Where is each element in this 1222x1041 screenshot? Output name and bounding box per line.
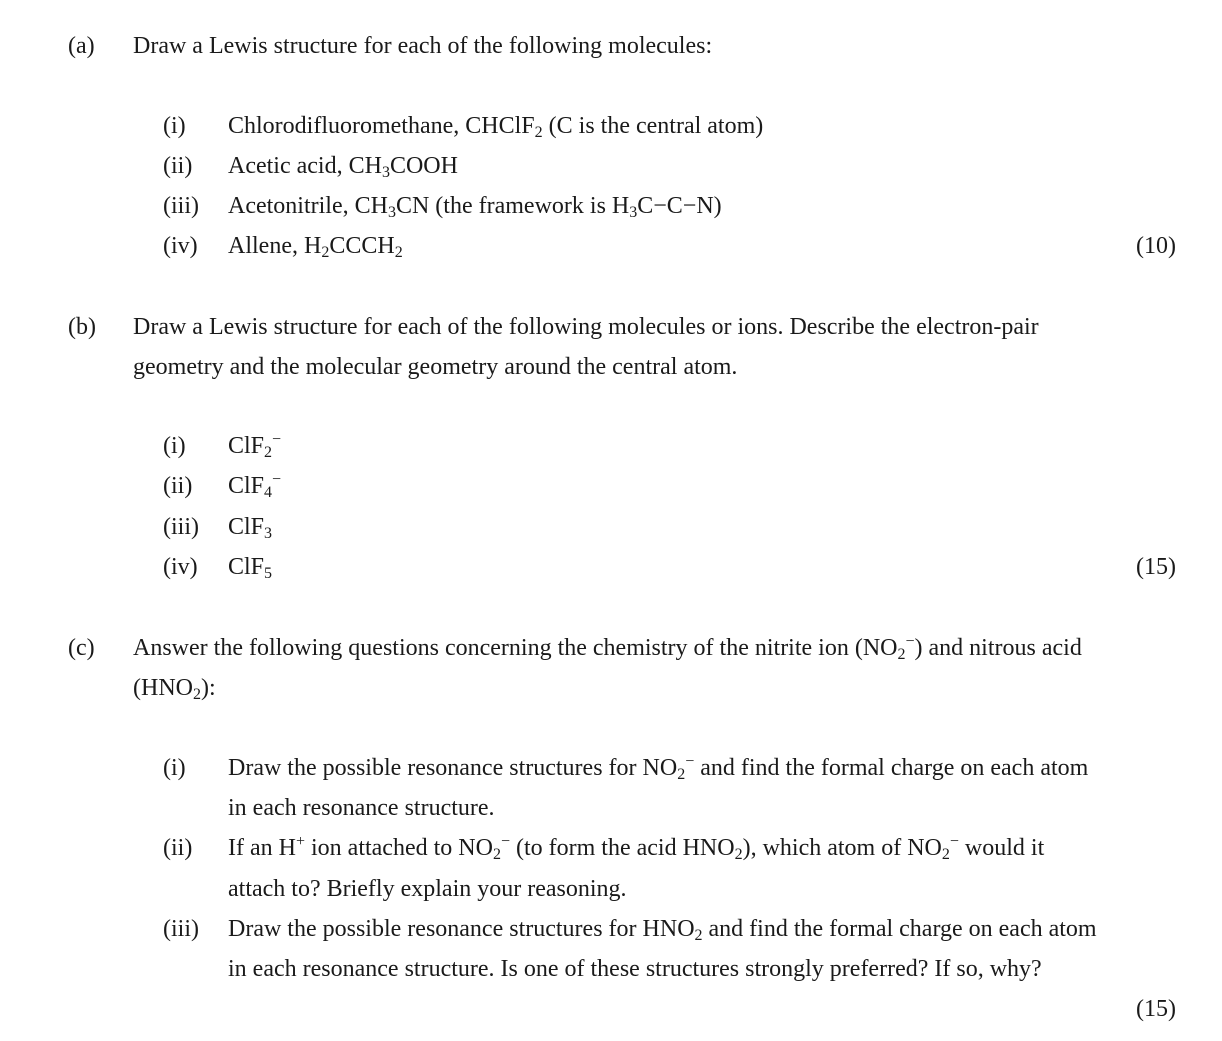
part-c-item-ii-label: (ii) xyxy=(163,835,193,861)
part-a-item-ii-label: (ii) xyxy=(163,153,193,179)
part-a-prompt: Draw a Lewis structure for each of the following molecules: xyxy=(133,33,713,59)
part-b-item-ii-label: (ii) xyxy=(163,473,193,499)
part-c-item-i-line1: Draw the possible resonance structures for $NO_2^-$ and find the formal charge on each atom xyxy=(228,753,1089,783)
part-b-item-iii-formula: ClF$_3$ xyxy=(228,514,273,542)
part-c-prompt-line1: Answer the following questions concerning the chemistry of the nitrite ion $(NO_2^-)$ and nitrous acid xyxy=(133,633,1082,663)
part-b-prompt-line1: Draw a Lewis structure for each of the following molecules or ions. Describe the electron-pair xyxy=(133,314,1039,340)
part-a-item-iv-label: (iv) xyxy=(163,233,198,259)
part-c-item-ii-line2: attach to? Briefly explain your reasoning. xyxy=(228,876,627,902)
part-c-item-iii-label: (iii) xyxy=(163,916,199,942)
part-b-label: (b) xyxy=(68,314,96,340)
part-c-item-iii-line1: Draw the possible resonance structures for $HNO_2$ and find the formal charge on each atom xyxy=(228,916,1097,944)
part-b-item-i-formula: ClF$_2$− xyxy=(228,431,282,461)
part-b-item-iii-label: (iii) xyxy=(163,514,199,540)
part-a-item-ii-text: Acetic acid, $CH_3COOH$ xyxy=(228,153,458,181)
part-b-prompt-line2: geometry and the molecular geometry around the central atom. xyxy=(133,354,738,380)
part-c-item-ii-line1: If an H+ ion attached to $NO_2^-$ (to form the acid $HNO_2$), which atom of $NO_2^-$ would it xyxy=(228,833,1045,863)
part-a-label: (a) xyxy=(68,33,95,59)
part-a-marks: (10) xyxy=(1136,233,1176,259)
part-b-item-i-label: (i) xyxy=(163,433,186,459)
part-c-item-i-line2: in each resonance structure. xyxy=(228,795,495,821)
part-c-label: (c) xyxy=(68,635,95,661)
part-c-item-iii-line2: in each resonance structure. Is one of these structures strongly preferred? If so, why? xyxy=(228,956,1042,982)
part-a-item-i-text: Chlorodifluoromethane, CHClF$_2$ (C is the central atom) xyxy=(228,113,764,141)
part-b-item-iv-formula: ClF$_5$ xyxy=(228,554,273,582)
part-b-item-iv-label: (iv) xyxy=(163,554,198,580)
part-a-item-iii-label: (iii) xyxy=(163,193,199,219)
part-b-item-ii-formula: ClF$_4$− xyxy=(228,471,282,501)
part-a-item-iii-text: Acetonitrile, $CH_3CN$ (the framework is $H_3C-C-N$) xyxy=(228,193,722,221)
part-a-item-iv-text: Allene, $H_2CCCH_2$ xyxy=(228,233,403,261)
part-c-marks: (15) xyxy=(1136,996,1176,1022)
part-c-prompt-line2: $(HNO_2)$: xyxy=(133,675,216,703)
part-b-marks: (15) xyxy=(1136,554,1176,580)
part-c-item-i-label: (i) xyxy=(163,755,186,781)
part-a-item-i-label: (i) xyxy=(163,113,186,139)
